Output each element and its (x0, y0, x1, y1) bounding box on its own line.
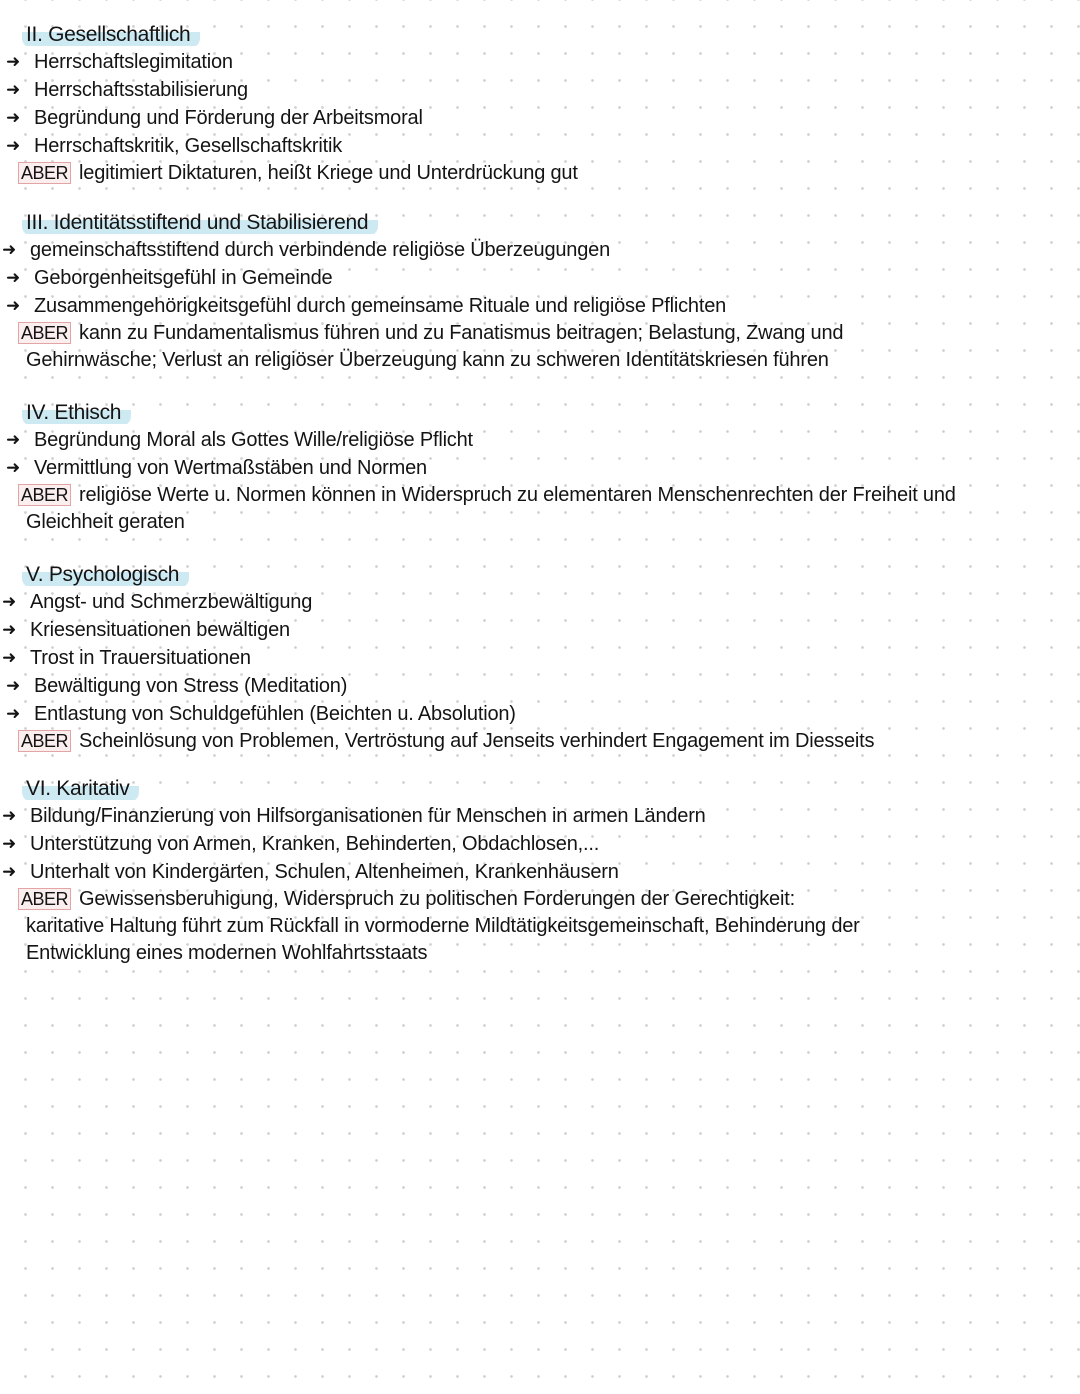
section-psychologisch (0, 562, 1080, 755)
section-heading: III. Identitätsstiftend und Stabilisierend (22, 210, 378, 236)
bullet-item: ➜ gemeinschaftsstiftend durch verbindende religiöse Überzeugungen (0, 236, 1080, 264)
section-heading: IV. Ethisch (22, 400, 131, 426)
bullet-item: ➜ Herrschaftsstabilisierung (0, 76, 1080, 104)
arrow-icon: ➜ (6, 704, 21, 723)
aber-note: ABER Scheinlösung von Problemen, Vertröstung auf Jenseits verhindert Engagement im Diesseits (0, 728, 1080, 755)
bullet-item: ➜ Angst- und Schmerzbewältigung (0, 588, 1080, 616)
aber-note: ABER Gewissensberuhigung, Widerspruch zu politischen Forderungen der Gerechtigkeit: (0, 886, 1080, 913)
arrow-icon: ➜ (6, 458, 21, 477)
arrow-icon: ➜ (2, 592, 17, 611)
aber-label: ABER (18, 888, 71, 910)
bullet-item: ➜ Begründung Moral als Gottes Wille/religiöse Pflicht (0, 426, 1080, 454)
bullet-item: ➜ Herrschaftskritik, Gesellschaftskritik (0, 132, 1080, 160)
arrow-icon: ➜ (2, 834, 17, 853)
arrow-icon: ➜ (6, 108, 21, 127)
arrow-icon: ➜ (2, 648, 17, 667)
arrow-icon: ➜ (6, 296, 21, 315)
bullet-item: ➜ Entlastung von Schuldgefühlen (Beichten u. Absolution) (0, 700, 1080, 728)
bullet-item: ➜ Begründung und Förderung der Arbeitsmoral (0, 104, 1080, 132)
aber-label: ABER (18, 322, 71, 344)
aber-label: ABER (18, 162, 71, 184)
aber-continuation: Entwicklung eines modernen Wohlfahrtsstaats (26, 942, 428, 964)
section-karitativ (0, 776, 1080, 967)
arrow-icon: ➜ (6, 136, 21, 155)
section-heading: V. Psychologisch (22, 562, 189, 588)
aber-note: ABER religiöse Werte u. Normen können in Widerspruch zu elementaren Menschenrechten der Freiheit und (0, 482, 1080, 509)
section-heading: II. Gesellschaftlich (22, 22, 200, 48)
section-heading: VI. Karitativ (22, 776, 139, 802)
section-gesellschaftlich (0, 22, 1080, 187)
bullet-item: ➜ Zusammengehörigkeitsgefühl durch gemeinsame Rituale und religiöse Pflichten (0, 292, 1080, 320)
section-ethisch (0, 400, 1080, 536)
aber-label: ABER (18, 730, 71, 752)
arrow-icon: ➜ (2, 862, 17, 881)
bullet-item: ➜ Vermittlung von Wertmaßstäben und Normen (0, 454, 1080, 482)
bullet-item: ➜ Herrschaftslegimitation (0, 48, 1080, 76)
aber-continuation: karitative Haltung führt zum Rückfall in vormoderne Mildtätigkeitsgemeinschaft, Behinderung der (26, 915, 860, 937)
arrow-icon: ➜ (6, 80, 21, 99)
aber-note: ABER kann zu Fundamentalismus führen und zu Fanatismus beitragen; Belastung, Zwang und (0, 320, 1080, 347)
bullet-item: ➜ Unterhalt von Kindergärten, Schulen, Altenheimen, Krankenhäusern (0, 858, 1080, 886)
arrow-icon: ➜ (2, 806, 17, 825)
section-identitaetsstiftend (0, 210, 1080, 374)
arrow-icon: ➜ (6, 52, 21, 71)
arrow-icon: ➜ (6, 430, 21, 449)
bullet-item: ➜ Kriesensituationen bewältigen (0, 616, 1080, 644)
bullet-item: ➜ Bildung/Finanzierung von Hilfsorganisationen für Menschen in armen Ländern (0, 802, 1080, 830)
arrow-icon: ➜ (2, 620, 17, 639)
aber-label: ABER (18, 484, 71, 506)
bullet-item: ➜ Unterstützung von Armen, Kranken, Behinderten, Obdachlosen,... (0, 830, 1080, 858)
arrow-icon: ➜ (2, 240, 17, 259)
arrow-icon: ➜ (6, 268, 21, 287)
arrow-icon: ➜ (6, 676, 21, 695)
bullet-item: ➜ Bewältigung von Stress (Meditation) (0, 672, 1080, 700)
aber-note: ABER legitimiert Diktaturen, heißt Kriege und Unterdrückung gut (0, 160, 1080, 187)
aber-continuation: Gehirnwäsche; Verlust an religiöser Überzeugung kann zu schweren Identitätskriesen führen (26, 349, 829, 371)
bullet-item: ➜ Trost in Trauersituationen (0, 644, 1080, 672)
bullet-item: ➜ Geborgenheitsgefühl in Gemeinde (0, 264, 1080, 292)
aber-continuation: Gleichheit geraten (26, 511, 185, 533)
